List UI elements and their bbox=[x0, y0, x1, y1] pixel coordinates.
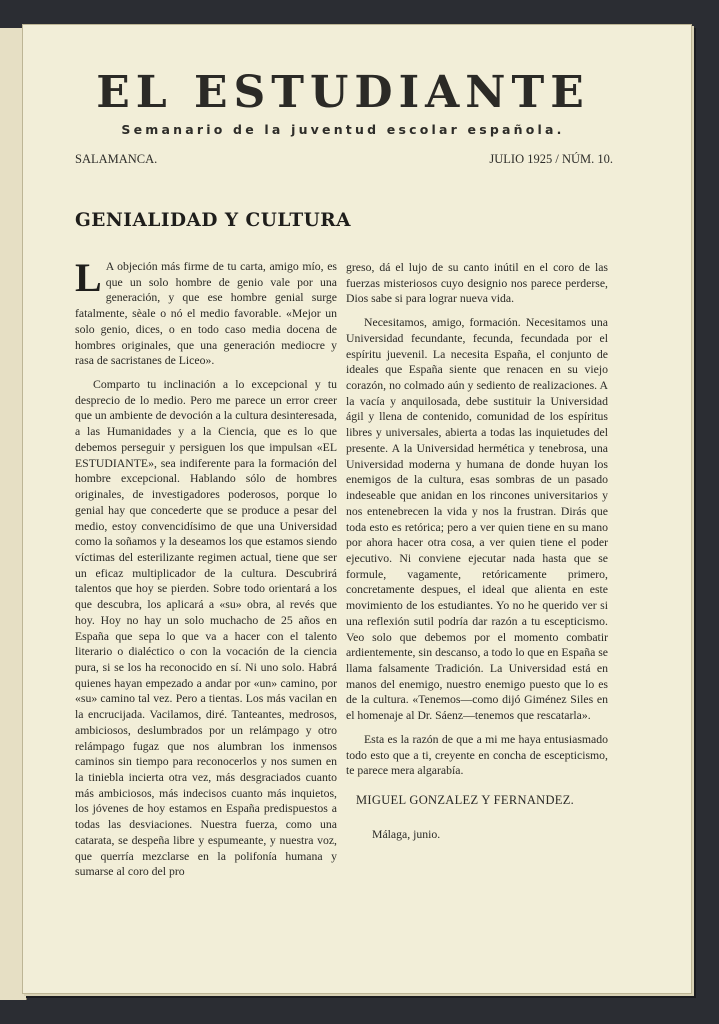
article-column-right bbox=[346, 260, 608, 842]
article-column-left bbox=[75, 255, 337, 880]
drop-cap: L bbox=[75, 255, 102, 300]
dateline-city: SALAMANCA. bbox=[75, 152, 158, 166]
article-title: GENIALIDAD Y CULTURA bbox=[75, 210, 351, 231]
article-paragraph-1 bbox=[75, 255, 337, 369]
article-place-date: Málaga, junio. bbox=[372, 827, 441, 841]
masthead-subtitle: Semanario de la juventud escolar española. bbox=[121, 122, 565, 137]
masthead-title: EL ESTUDIANTE bbox=[96, 67, 590, 118]
article-paragraph-3: Necesitamos, amigo, formación. Necesitamos una Universidad fecundante, fecunda, fecundada por el espíritu juevenil. La necesita España, el conjunto de ideales que España siente que renacen en su viejo corazón, no colmado aún y sediento de realizaciones. A la vacía y anquilosada, debe sustituir la Universidad ágil y llena de contenido, comunidad de los espíritus libres y universales, abierta a todas las inquietudes del presente. A la Universidad hermética y tenebrosa, una Universidad moderna y humana de donde huyan los enemigos de la cultura, esas sombras de un pasado indeseable que anidan en los rincones universitarios y nos entenebrecen la vida y nos la frustran. Dirás que toda esto es retórica; pero a ver quien tiene en su mano por ahora hacer otra cosa, a ver quien tiene el poder ejecutivo. Ni conviene ejecutar nada hasta que se formule, vagamente, retóricamente primero, concretamente despues, el ideal que alienta en este movimiento de los estudiantes. Yo no he querido ver si una reflexión sutil podría dar razón a tu escepticismo. Veo solo que debemos por el momento combatir ardientemente, sin descanso, a todo lo que en España se llama falsamente Tradición. La Universidad está en manos del enemigo, nuestro enemigo puesto que lo es de la cultura. «Tenemos—como dijó Giménez Siles en el homenaje al Dr. Sáenz—tenemos que rescatarla». bbox=[346, 316, 609, 723]
article-paragraph-2: Comparto tu inclinación a lo excepcional y tu desprecio de lo medio. Pero me parece un error creer que un ambiente de devoción a la cultura desinteresada, a las Humanidades y a la Ciencia, que es lo que debemos perseguir y persiguen los que impulsan «EL ESTUDIANTE», sea indiferente para la formación del hombre excepcional. Hablando sólo de hombres originales, de investigadores poderosos, porque lo genial hay que concederte que se produce a pesar del medio, estoy convencidísimo de que una Universidad como la soñamos y la deseamos los que estamos siendo víctimas del esterilizante regimen actual, tiene que ser un eficaz multiplicador de la cultura. Descubrirá talentos que hoy se pierden. Sobre todo orientará a los que descubra, los aplicará a «su» obra, al revés que hoy. Hoy no hay un solo muchacho de 25 años en España que sepa lo que va a hacer con el talento literario o dialéctico o con la vocación de la ciencia pura, si se los ha reconocido en sí. Ni uno solo. Habrá quienes hayan empezado a andar por «un» camino, por «su» camino tal vez. Pero a tientas. Los más vacilan en la encrucijada. Vacilamos, diré. Tanteantes, medrosos, ambiciosos, deslumbrados por un relámpago y otro relámpago fugaz que nos alumbran los inmensos caminos sin tiempo para reconocerlos y nos sumen en la tiniebla incierta otra vez, más desgraciados cuanto más ambiciosos, más indecisos cuanto más inquietos, los jóvenes de hoy estamos en España predispuestos a todas las desviaciones. Nuestra fuerza, como una catarata, se despeña libre y espumeante, y nuestra voz, que querría mezclarse en la polifonía humana y sumarse al coro del pro bbox=[75, 378, 337, 879]
paragraph-1-text: A objeción más firme de tu carta, amigo mío, es que un solo hombre de genio vale por una generación, y que ese hombre genial surge fatalmente, sèale o nó el medio favorable. «Mejor un solo genio, dices, o en todo caso media docena de hombres originales, que una generación mediocre y rasa de sacristanes de Liceo». bbox=[75, 260, 337, 368]
article-paragraph-2-continued: greso, dá el lujo de su canto inútil en el coro de las fuerzas misteriosos cuyo designio nos parece perderse, Dios sabe si para lograr nueva vida. bbox=[346, 261, 608, 306]
article-paragraph-4: Esta es la razón de que a mi me haya entusiasmado todo esto que a ti, creyente en concha de escepticismo, te parece mera algarabía. bbox=[346, 732, 608, 778]
dateline-issue: JULIO 1925 / NÚM. 10. bbox=[489, 152, 613, 166]
newspaper-page bbox=[22, 24, 692, 994]
article-signature: MIGUEL GONZALEZ Y FERNANDEZ. bbox=[356, 793, 575, 807]
